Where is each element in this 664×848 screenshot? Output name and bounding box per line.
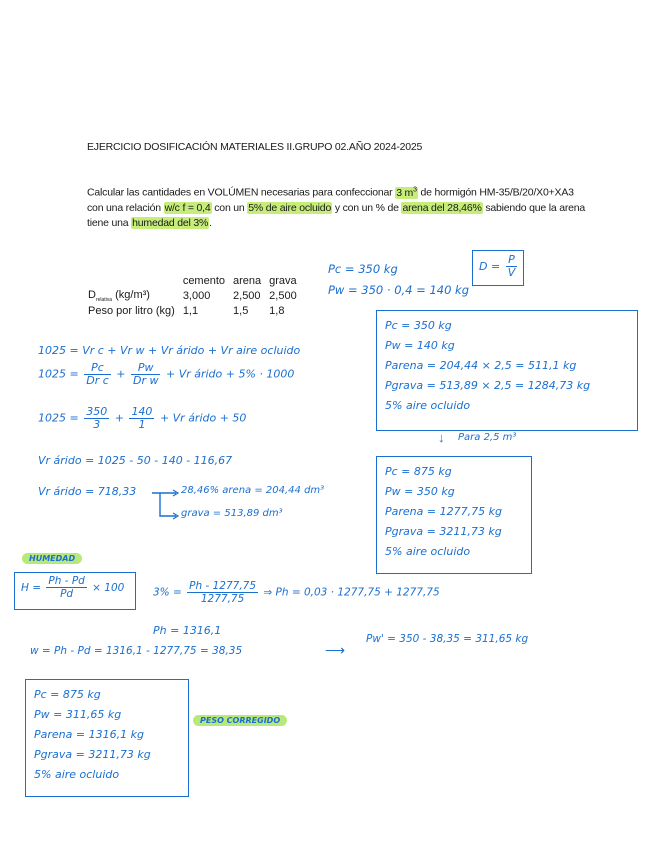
table-cell: 3,000 — [182, 290, 211, 303]
air-highlight: 5% de aire ocluido — [248, 201, 332, 214]
table-cell: 1,8 — [269, 305, 285, 318]
work-line-4: Vr árido = 1025 - 50 - 140 - 116,67 — [38, 454, 233, 467]
work-line-1: 1025 = Vr c + Vr w + Vr árido + Vr aire ocluido — [38, 344, 301, 357]
result-box-scaled — [376, 456, 532, 574]
box2-line: Pc = 875 kg — [385, 465, 452, 478]
header-grava: grava — [269, 275, 297, 287]
statement-text-1: Calcular las cantidades en VOLÚMEN necesarias para confeccionar — [87, 186, 393, 199]
statement-text-2: de hormigón HM-35/B/20/X0+XA3 con una relación — [87, 186, 574, 214]
density-formula-box — [472, 250, 524, 286]
work-line-2: 1025 = $\frac{Pc}{\text{Dr c}}$ + $\frac{Pw}{\text{Dr w}}$ + Vr árido + 5% · 1000 — [38, 361, 295, 387]
table-cell: 1,1 — [182, 305, 199, 318]
statement-text-5: sabiendo que la arena tiene una — [87, 201, 586, 229]
row-label: $D_{relativa}$ (kg/m³) — [88, 289, 150, 304]
work-line-3: 1025 = $\frac{350}{3}$ + $\frac{140}{1}$ + Vr árido + 50 — [38, 405, 247, 431]
density-formula: D = $\frac{P}{V}$ — [479, 253, 516, 279]
table-cell: 2,500 — [233, 290, 261, 303]
result-box-corrected — [25, 679, 189, 797]
box2-line: Parena = 1277,75 kg — [385, 505, 502, 518]
properties-table — [84, 274, 301, 318]
box3-line: Pc = 875 kg — [34, 688, 101, 701]
branch-grava: grava = 513,89 dm³ — [181, 508, 283, 519]
ph-value: Ph = 1316,1 — [153, 624, 222, 637]
wc-highlight: w/c f = 0,4 — [164, 201, 211, 214]
row-label: Peso por litro (kg) — [88, 305, 175, 318]
table-row — [84, 304, 301, 318]
box1-line: Parena = 204,44 × 2,5 = 511,1 kg — [385, 359, 577, 372]
box3-line: 5% aire ocluido — [34, 768, 120, 781]
box3-line: Pgrava = 3211,73 kg — [34, 748, 151, 761]
note-pc: Pc = 350 kg — [328, 262, 398, 276]
statement-text-3: con un — [214, 201, 245, 214]
arrow-label: Para 2,5 m³ — [458, 432, 517, 443]
branch-arena: 28,46% arena = 204,44 dm³ — [181, 485, 325, 496]
box1-line: Pw = 140 kg — [385, 339, 455, 352]
header-arena: arena — [233, 275, 262, 287]
problem-statement: Calcular las cantidades en VOLÚMEN necesarias para confeccionar 3 $m^3$ de hormigón HM-35/B/20/X0+XA3 con una relación w/c f = 0,4 con un 5% de aire ocluido y con un % de arena del 28,46% sabiendo que la arena tiene una humedad del 3%. — [87, 186, 586, 229]
box3-line: Pw = 311,65 kg — [34, 708, 122, 721]
work-line-5: Vr árido = 718,33 — [38, 485, 137, 498]
corrected-water: Pw' = 350 - 38,35 = 311,65 kg — [366, 633, 529, 645]
volume-highlight: 3 $m^3$ — [396, 186, 417, 199]
humidity-equation: 3% = $\frac{Ph - 1277,75}{1277,75}$ ⇒ Ph = 0,03 · 1277,75 + 1277,75 — [153, 580, 440, 605]
box2-line: 5% aire ocluido — [385, 545, 471, 558]
down-arrow-icon: ↓ — [438, 430, 445, 445]
page-title: EJERCICIO DOSIFICACIÓN MATERIALES II.GRUPO 02.AÑO 2024-2025 — [87, 141, 423, 153]
note-pw: Pw = 350 · 0,4 = 140 kg — [328, 283, 470, 297]
humidity-formula-box — [14, 572, 136, 610]
humidity-formula: H = $\frac{Ph - Pd}{Pd}$ × 100 — [21, 575, 125, 600]
corrected-weight-tag: PESO CORREGIDO — [193, 715, 287, 726]
box2-line: Pw = 350 kg — [385, 485, 455, 498]
table-row — [84, 288, 301, 304]
water-difference: w = Ph - Pd = 1316,1 - 1277,75 = 38,35 — [30, 645, 243, 657]
table-cell: 2,500 — [269, 290, 297, 303]
humidity-highlight: humedad del 3% — [132, 216, 209, 229]
table-header-row — [84, 274, 301, 288]
box1-line: 5% aire ocluido — [385, 399, 471, 412]
box2-line: Pgrava = 3211,73 kg — [385, 525, 502, 538]
right-arrow-icon: ⟶ — [325, 642, 346, 658]
result-box-1m3 — [376, 310, 638, 431]
box3-line: Parena = 1316,1 kg — [34, 728, 144, 741]
table-cell: 1,5 — [233, 305, 249, 318]
box1-line: Pgrava = 513,89 × 2,5 = 1284,73 kg — [385, 379, 591, 392]
humidity-tag: HUMEDAD — [22, 553, 82, 564]
header-cemento: cemento — [182, 275, 226, 287]
sand-highlight: arena del 28,46% — [402, 201, 482, 214]
box1-line: Pc = 350 kg — [385, 319, 452, 332]
statement-text-4: y con un % de — [334, 201, 399, 214]
